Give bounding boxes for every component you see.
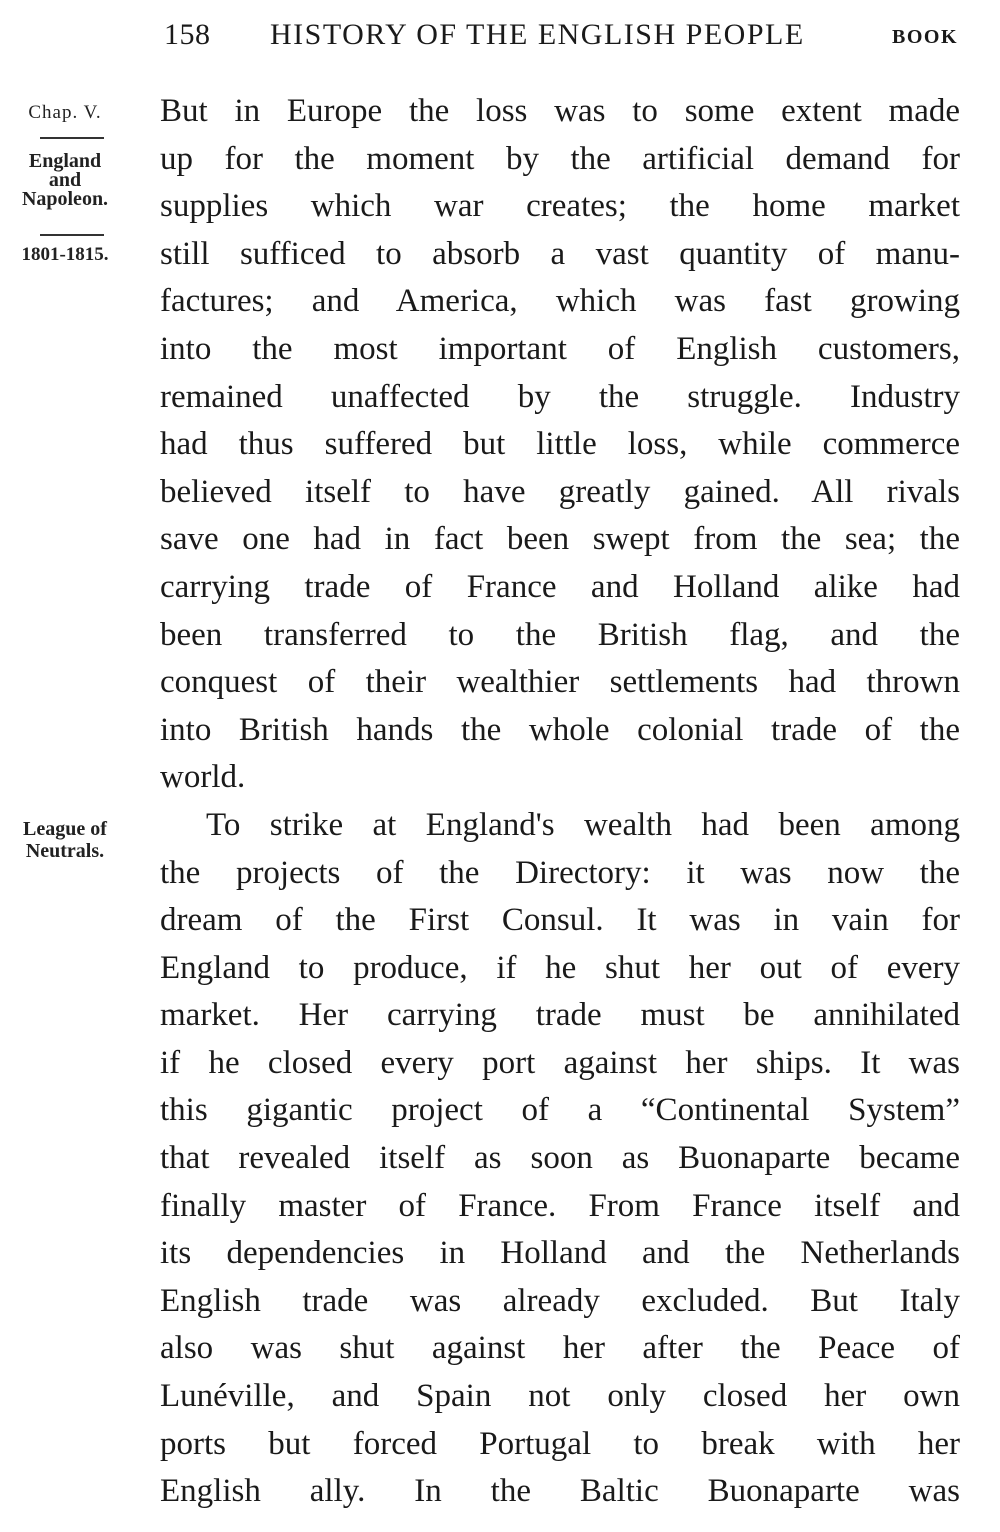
- text-line: believed itself to have greatly gained. All rivals: [160, 473, 960, 510]
- text-line: market. Her carrying trade must be annihilated: [160, 997, 960, 1034]
- text-line: remained unaffected by the struggle. Industry: [160, 378, 960, 415]
- paragraph: [160, 802, 960, 1516]
- margin-rule: [40, 137, 104, 139]
- text-line: carrying trade of France and Holland alike had: [160, 568, 960, 605]
- margin-topic-line: Napoleon.: [21, 188, 109, 210]
- paragraph: [160, 88, 960, 802]
- text-line: up for the moment by the artificial demand for: [160, 140, 960, 177]
- text-line: this gigantic project of a “Continental System”: [160, 1092, 960, 1129]
- text-line: had thus suffered but little loss, while commerce: [160, 426, 960, 463]
- margin-notes: [0, 0, 150, 1532]
- text-line: the projects of the Directory: it was now the: [160, 854, 960, 891]
- text-line: finally master of France. From France itself and: [160, 1187, 960, 1224]
- text-line: English trade was already excluded. But Italy: [160, 1282, 960, 1319]
- text-line: also was shut against her after the Peace of: [160, 1330, 960, 1367]
- page-number: 158: [164, 18, 211, 51]
- text-line: that revealed itself as soon as Buonaparte became: [160, 1140, 960, 1177]
- text-line: still sufficed to absorb a vast quantity of manu-: [160, 235, 960, 272]
- text-line: dream of the First Consul. It was in vain for: [160, 902, 960, 939]
- margin-league-line: League of: [23, 818, 107, 840]
- margin-league: [0, 818, 140, 862]
- text-line: world.: [160, 759, 246, 796]
- text-line: ports but forced Portugal to break with her: [160, 1425, 960, 1462]
- text-line: if he closed every port against her ships. It was: [160, 1044, 960, 1081]
- text-line: its dependencies in Holland and the Netherlands: [160, 1235, 960, 1272]
- margin-rule: [40, 234, 104, 236]
- margin-league-line: Neutrals.: [25, 840, 105, 862]
- margin-topic-line: and: [48, 169, 82, 191]
- margin-topic-line: England: [28, 150, 102, 172]
- margin-chapter: Chap. V.: [28, 102, 102, 123]
- text-line: supplies which war creates; the home market: [160, 188, 960, 225]
- running-title: HISTORY OF THE ENGLISH PEOPLE: [270, 18, 805, 51]
- running-header: [0, 18, 1000, 58]
- text-line: into British hands the whole colonial trade of the: [160, 711, 960, 748]
- book-label: BOOK: [892, 26, 959, 48]
- text-line: But in Europe the loss was to some extent made: [160, 93, 960, 129]
- text-line: Lunéville, and Spain not only closed her own: [160, 1378, 960, 1415]
- text-line: been transferred to the British flag, and the: [160, 616, 960, 653]
- margin-years: 1801-1815.: [21, 244, 109, 265]
- text-line: save one had in fact been swept from the sea; the: [160, 521, 960, 558]
- text-line: into the most important of English customers,: [160, 330, 960, 367]
- text-line: conquest of their wealthier settlements had thrown: [160, 664, 960, 701]
- text-line: factures; and America, which was fast growing: [160, 283, 960, 320]
- margin-topic: [0, 150, 140, 210]
- body-text: [160, 88, 960, 1516]
- text-line: English ally. In the Baltic Buonaparte was: [160, 1473, 960, 1510]
- text-line: To strike at England's wealth had been among: [206, 806, 960, 843]
- text-line: England to produce, if he shut her out of every: [160, 949, 960, 986]
